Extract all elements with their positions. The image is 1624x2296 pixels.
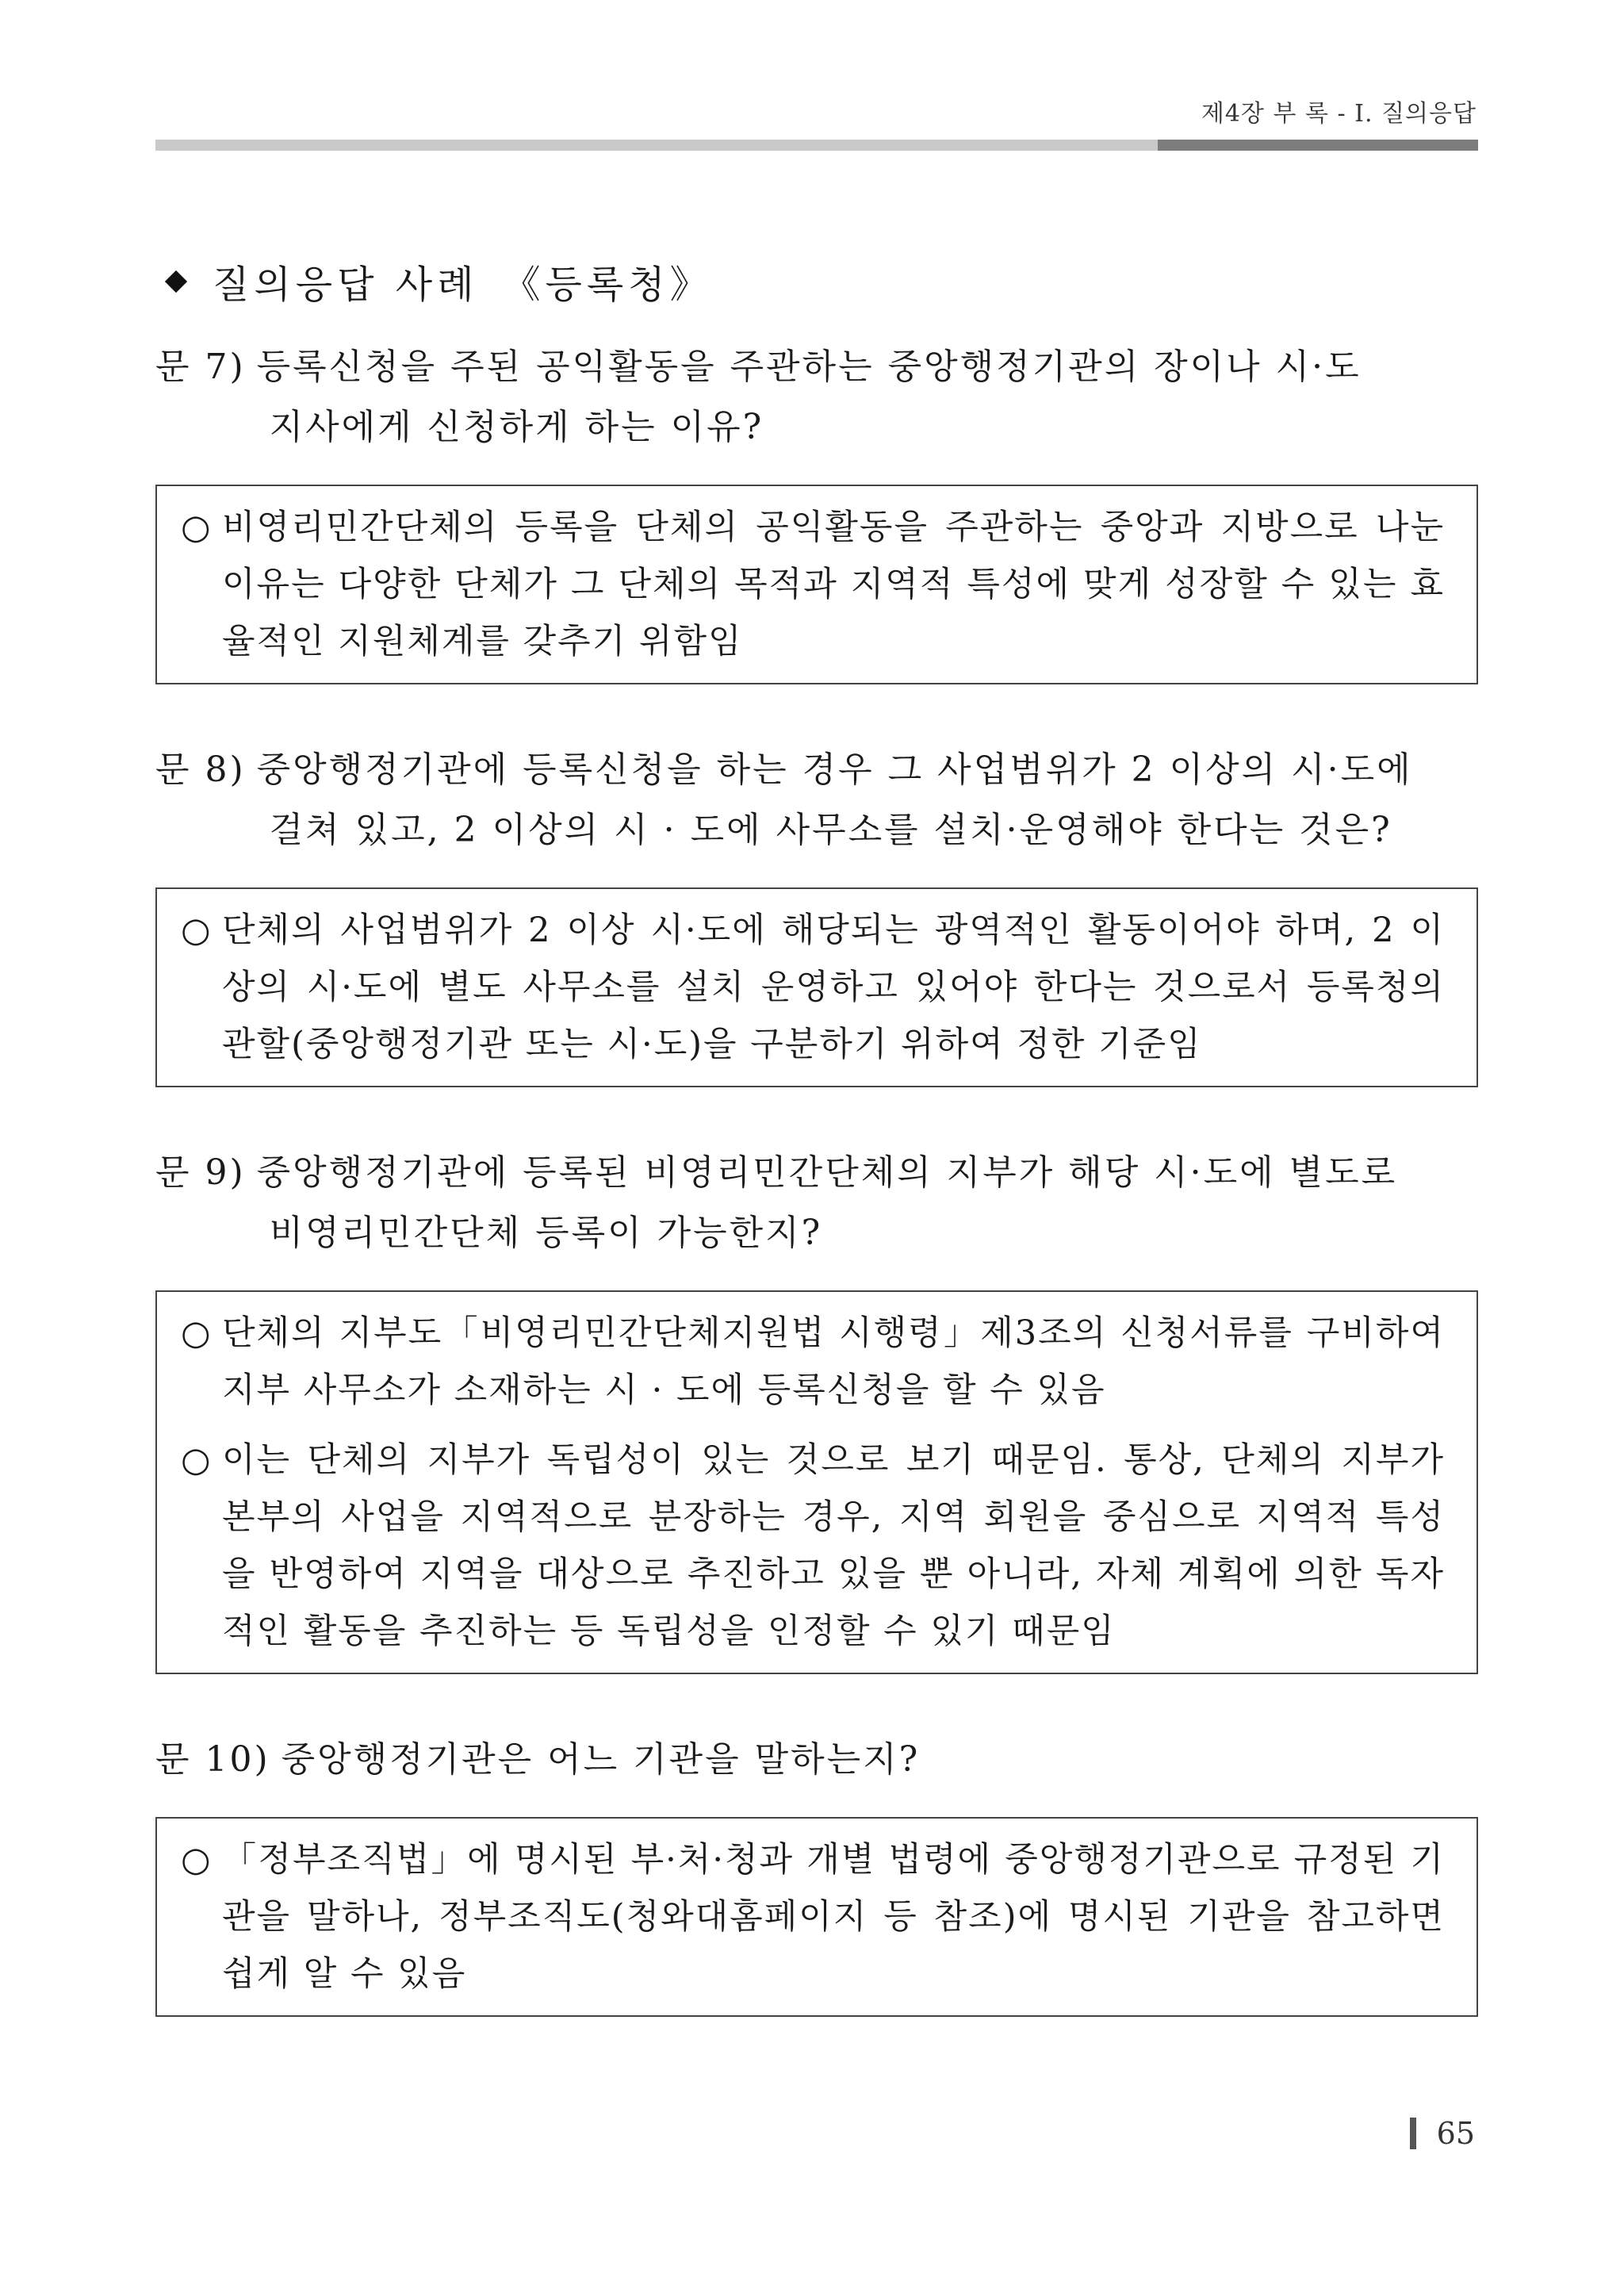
question-text-line1: 중앙행정기관에 등록된 비영리민간단체의 지부가 해당 시·도에 별도로 (256, 1152, 1398, 1193)
question-text-line1: 중앙행정기관은 어느 기관을 말하는지? (281, 1739, 921, 1780)
answer-text: 단체의 사업범위가 2 이상 시·도에 해당되는 광역적인 활동이어야 하며, 2 이상의 시·도에 별도 사무소를 설치 운영하고 있어야 한다는 것으로서 등록청의 관할(중앙행정기관 또는 시·도)을 구분하기 위하여 정한 기준임 (222, 910, 1445, 1064)
question-10 (155, 1730, 1478, 1790)
question-9 (155, 1143, 1478, 1263)
page-number-text: 65 (1436, 2116, 1475, 2151)
answer-box-9 (155, 1290, 1478, 1674)
header-rule-accent (1158, 140, 1478, 151)
answer-text: 이는 단체의 지부가 독립성이 있는 것으로 보기 때문임. 통상, 단체의 지부가 본부의 사업을 지역적으로 분장하는 경우, 지역 회원을 중심으로 지역적 특성을 반영하여 지역을 대상으로 추진하고 있을 뿐 아니라, 자체 계획에 의한 독자적인 활동을 추진하는 등 독립성을 인정할 수 있기 때문임 (222, 1440, 1445, 1651)
answer-item (181, 902, 1445, 1073)
page-number (1410, 2116, 1475, 2151)
answer-text: 비영리민간단체의 등록을 단체의 공익활동을 주관하는 중앙과 지방으로 나눈 이유는 다양한 단체가 그 단체의 목적과 지역적 특성에 맞게 성장할 수 있는 효율적인 지원체계를 갖추기 위함임 (222, 508, 1445, 661)
answer-text: 단체의 지부도「비영리민간단체지원법 시행령」제3조의 신청서류를 구비하여 지부 사무소가 소재하는 시 · 도에 등록신청을 할 수 있음 (222, 1313, 1445, 1410)
question-text-line2: 걸쳐 있고, 2 이상의 시 · 도에 사무소를 설치·운영해야 한다는 것은? (269, 810, 1392, 850)
section-title-tag: 《등록청》 (502, 263, 713, 307)
circle-bullet-icon: ○ (181, 1840, 213, 1880)
answer-box-8 (155, 887, 1478, 1087)
page-marker-bar (1410, 2118, 1416, 2149)
running-header: 제4장 부 록 - Ⅰ. 질의응답 (1201, 100, 1477, 128)
question-text-line2: 비영리민간단체 등록이 가능한지? (269, 1213, 823, 1253)
question-7 (155, 337, 1478, 458)
circle-bullet-icon: ○ (181, 910, 213, 950)
diamond-bullet-icon (165, 270, 187, 292)
answer-item (181, 1305, 1445, 1419)
question-label: 문 10) (155, 1739, 270, 1780)
question-label: 문 8) (155, 749, 246, 790)
page-content (155, 254, 1478, 2072)
question-label: 문 9) (155, 1152, 246, 1193)
question-label: 문 7) (155, 347, 246, 387)
circle-bullet-icon: ○ (181, 508, 213, 547)
answer-box-10 (155, 1817, 1478, 2017)
question-text-line2: 지사에게 신청하게 하는 이유? (269, 407, 764, 447)
question-text-line1: 중앙행정기관에 등록신청을 하는 경우 그 사업범위가 2 이상의 시·도에 (256, 749, 1413, 790)
circle-bullet-icon: ○ (181, 1313, 213, 1353)
question-8 (155, 740, 1478, 861)
section-title (155, 254, 1478, 309)
answer-text: 「정부조직법」에 명시된 부·처·청과 개별 법령에 중앙행정기관으로 규정된 기관을 말하나, 정부조직도(청와대홈페이지 등 참조)에 명시된 기관을 참고하면 쉽게 알 수 있음 (222, 1840, 1445, 1994)
answer-box-7 (155, 485, 1478, 684)
answer-item (181, 1831, 1445, 2003)
answer-item (181, 499, 1445, 670)
answer-item (181, 1432, 1445, 1660)
circle-bullet-icon: ○ (181, 1440, 213, 1480)
section-title-text: 질의응답 사례 (213, 263, 479, 307)
question-text-line1: 등록신청을 주된 공익활동을 주관하는 중앙행정기관의 장이나 시·도 (256, 347, 1362, 387)
